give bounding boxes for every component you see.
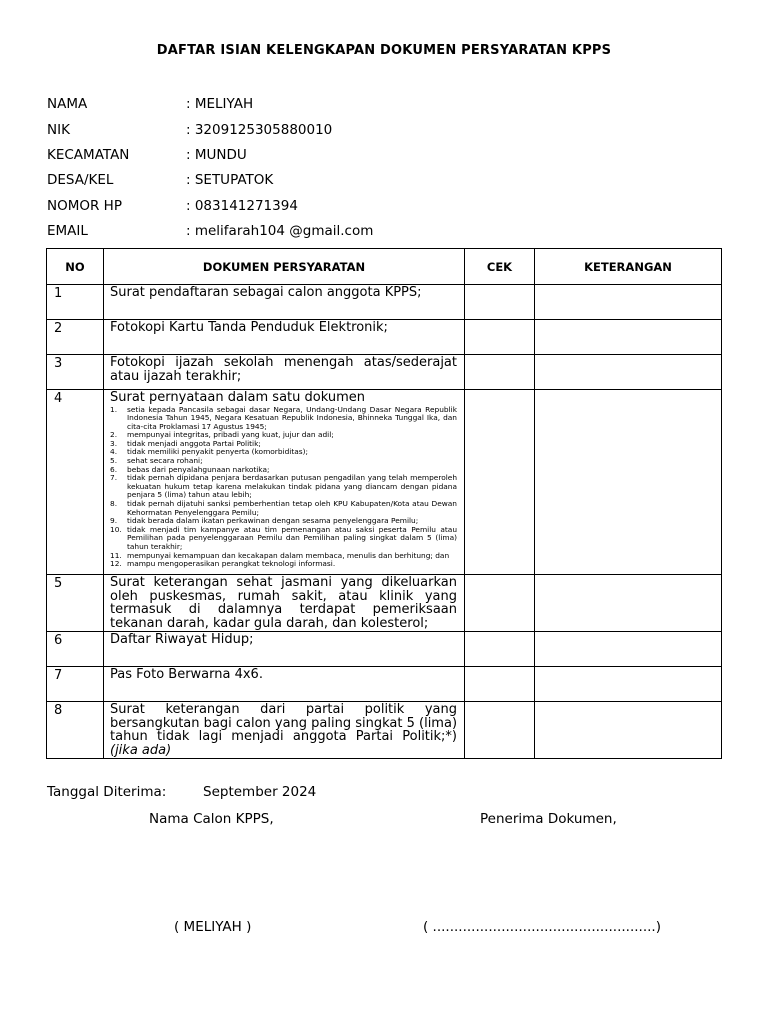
table-row (47, 390, 722, 575)
row-check-cell[interactable] (465, 355, 535, 390)
table-row (47, 320, 722, 355)
identity-label: NIK (47, 122, 70, 138)
row-check-cell[interactable] (465, 320, 535, 355)
row-number: 2 (47, 320, 104, 355)
row-document (104, 702, 465, 759)
row-number: 8 (47, 702, 104, 759)
table-row (47, 667, 722, 702)
identity-label: DESA/KEL (47, 172, 114, 188)
statement-item: 12. mampu mengoperasikan perangkat teknologi informasi. (110, 559, 336, 569)
table-row (47, 355, 722, 390)
statement-item: 2. mempunyai integritas, pribadi yang kuat, jujur dan adil; (110, 430, 334, 440)
row-check-cell[interactable] (465, 575, 535, 632)
row-check-cell[interactable] (465, 390, 535, 575)
row-document: Fotokopi Kartu Tanda Penduduk Elektronik; (104, 320, 465, 355)
table-header-row (47, 249, 722, 285)
row-check-cell[interactable] (465, 285, 535, 320)
table-row (47, 285, 722, 320)
table-row (47, 575, 722, 632)
statement-item: 8. tidak pernah dijatuhi sanksi pemberhentian tetap oleh KPU Kabupaten/Kota atau Dewan Kehormatan Penyelenggara Pemilu; (110, 499, 457, 517)
row-number: 1 (47, 285, 104, 320)
row-document: Surat keterangan sehat jasmani yang dikeluarkan oleh puskesmas, rumah sakit, atau klinik yang termasuk di dalamnya terdapat pemeriksaan tekanan darah, kadar gula darah, dan kolesterol; (104, 575, 465, 632)
row-check-cell[interactable] (465, 667, 535, 702)
statement-item: 7. tidak pernah dipidana penjara berdasarkan putusan pengadilan yang telah memperoleh kekuatan hukum tetap karena melakukan tindak pidana yang diancam dengan pidana penjara 5 (lima) tahun atau lebih; (110, 473, 457, 500)
row-note-cell[interactable] (535, 575, 722, 632)
identity-value: : MELIYAH (186, 96, 254, 112)
row-note-cell[interactable] (535, 667, 722, 702)
row-document-main: Surat keterangan dari partai politik yang bersangkutan bagi calon yang paling singkat 5 (lima) tahun tidak lagi menjadi anggota Partai Politik;*) (110, 702, 458, 744)
statement-item: 5. sehat secara rohani; (110, 456, 203, 466)
row-document: Pas Foto Berwarna 4x6. (104, 667, 465, 702)
row-document: Fotokopi ijazah sekolah menengah atas/sederajat atau ijazah terakhir; (104, 355, 465, 390)
row-document: Surat pendaftaran sebagai calon anggota KPPS; (104, 285, 465, 320)
identity-value: : MUNDU (186, 147, 247, 163)
candidate-signature-name: ( MELIYAH ) (174, 919, 252, 935)
identity-value: : 3209125305880010 (186, 122, 333, 138)
header-dokumen: DOKUMEN PERSYARATAN (104, 249, 465, 285)
header-keterangan: KETERANGAN (535, 249, 722, 285)
requirements-table (46, 248, 722, 759)
document-title: DAFTAR ISIAN KELENGKAPAN DOKUMEN PERSYARATAN KPPS (156, 43, 612, 58)
row-note-cell[interactable] (535, 320, 722, 355)
identity-value: : SETUPATOK (186, 172, 274, 188)
row-document-italic-note: (jika ada) (110, 742, 172, 758)
header-no: NO (47, 249, 104, 285)
statement-sublist (110, 406, 457, 569)
row-check-cell[interactable] (465, 702, 535, 759)
row-document: Daftar Riwayat Hidup; (104, 632, 465, 667)
statement-item: 6. bebas dari penyalahgunaan narkotika; (110, 464, 270, 474)
statement-item: 9. tidak berada dalam ikatan perkawinan dengan sesama penyelenggara Pemilu; (110, 516, 419, 526)
row-number: 4 (47, 390, 104, 575)
row-check-cell[interactable] (465, 632, 535, 667)
identity-label: NAMA (47, 96, 88, 112)
row-document (104, 390, 465, 575)
statement-item: 11. mempunyai kemampuan dan kecakapan dalam membaca, menulis dan berhitung; dan (110, 550, 450, 560)
received-date-value: September 2024 (203, 784, 317, 800)
statement-item: 4. tidak memiliki penyakit penyerta (komorbiditas); (110, 447, 308, 457)
received-date-label: Tanggal Diterima: (47, 784, 167, 800)
row-note-cell[interactable] (535, 285, 722, 320)
identity-label: KECAMATAN (47, 147, 130, 163)
row-number: 7 (47, 667, 104, 702)
statement-item: 1. setia kepada Pancasila sebagai dasar Negara, Undang-Undang Dasar Negara Republik Indonesia Tahun 1945, Negara Kesatuan Republik Indonesia, Bhinneka Tunggal Ika, dan cita-cita Proklamasi 17 Agustus 1945; (110, 404, 457, 431)
row-note-cell[interactable] (535, 702, 722, 759)
candidate-signature-label: Nama Calon KPPS, (149, 811, 274, 827)
receiver-signature-label: Penerima Dokumen, (480, 811, 617, 827)
receiver-signature-name: ( ....................................................) (423, 919, 661, 935)
identity-label: NOMOR HP (47, 198, 122, 214)
row-number: 3 (47, 355, 104, 390)
row-number: 6 (47, 632, 104, 667)
header-cek: CEK (465, 249, 535, 285)
row-number: 5 (47, 575, 104, 632)
row-document-main: Surat pernyataan dalam satu dokumen (110, 390, 365, 405)
statement-item: 10. tidak menjadi tim kampanye atau tim pemenangan atau saksi peserta Pemilu atau Pemilihan pada penyelenggaraan Pemilu dan Pemilihan paling singkat dalam 5 (lima) tahun terakhir; (110, 524, 457, 551)
row-note-cell[interactable] (535, 355, 722, 390)
row-note-cell[interactable] (535, 632, 722, 667)
row-note-cell[interactable] (535, 390, 722, 575)
statement-item: 3. tidak menjadi anggota Partai Politik; (110, 438, 261, 448)
identity-value: : melifarah104 @gmail.com (186, 223, 374, 239)
identity-label: EMAIL (47, 223, 88, 239)
table-row (47, 702, 722, 759)
identity-value: : 083141271394 (186, 198, 298, 214)
table-row (47, 632, 722, 667)
